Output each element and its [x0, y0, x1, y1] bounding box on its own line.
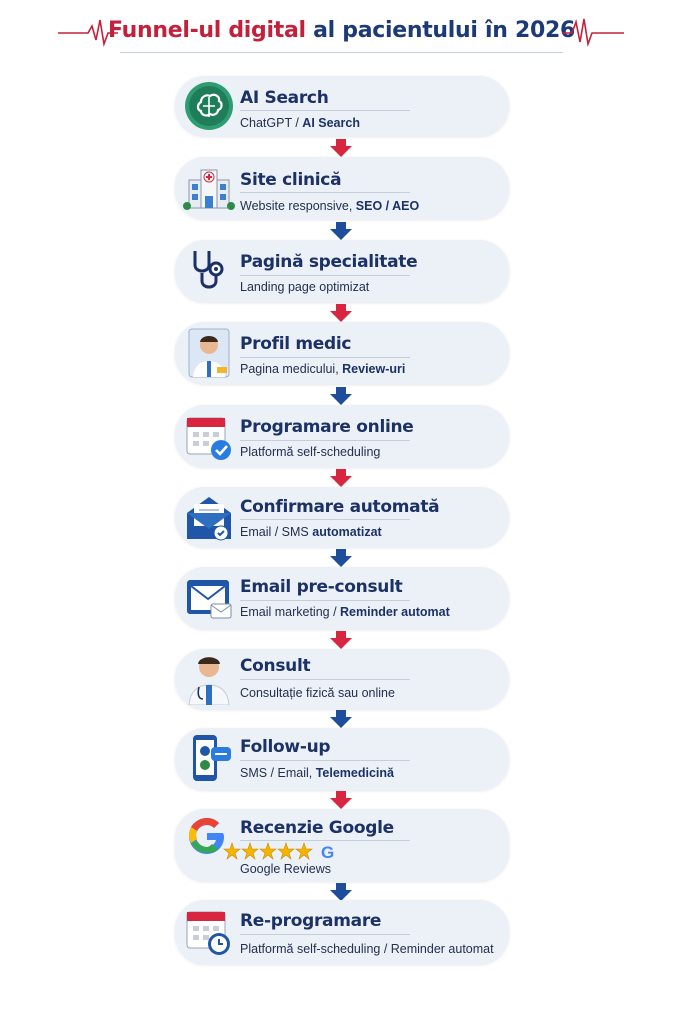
step-follow-up	[175, 728, 509, 790]
step-subtitle: Pagina medicului, Review-uri	[240, 362, 406, 376]
divider	[240, 600, 410, 601]
step-title: Follow-up	[240, 737, 331, 757]
step-recenzie-google	[175, 809, 509, 881]
calendar-check-icon	[183, 410, 235, 462]
step-programare-online	[175, 405, 509, 467]
step-pagina-specialitate	[175, 240, 509, 302]
step-confirmare-automata	[175, 487, 509, 547]
divider	[240, 275, 410, 276]
step-subtitle: Email marketing / Reminder automat	[240, 605, 450, 619]
step-title: Site clinică	[240, 170, 342, 190]
svg-text:G: G	[321, 843, 335, 860]
divider	[240, 679, 410, 680]
step-title: Email pre-consult	[240, 577, 403, 597]
doctor-icon	[183, 653, 235, 705]
step-title: Consult	[240, 656, 311, 676]
step-site-clinica	[175, 157, 509, 219]
ekg-right-icon	[562, 16, 624, 48]
email-icon	[183, 572, 235, 624]
title-divider	[120, 52, 563, 53]
five-stars-icon	[223, 842, 339, 860]
arrow-down-icon	[330, 549, 352, 567]
arrow-down-icon	[330, 139, 352, 157]
arrow-down-icon	[330, 710, 352, 728]
step-title: Recenzie Google	[240, 818, 394, 838]
step-title: Profil medic	[240, 334, 352, 354]
step-subtitle: Landing page optimizat	[240, 280, 370, 294]
step-title: AI Search	[240, 88, 329, 108]
step-subtitle: SMS / Email, Telemedicină	[240, 766, 394, 780]
step-ai-search	[175, 76, 509, 136]
doctor-profile-icon	[183, 327, 235, 379]
arrow-down-icon	[330, 631, 352, 649]
arrow-down-icon	[330, 222, 352, 240]
stethoscope-icon	[183, 245, 235, 297]
arrow-down-icon	[330, 304, 352, 322]
step-subtitle: Consultație fizică sau online	[240, 686, 395, 700]
step-re-programare	[175, 900, 509, 964]
divider	[240, 192, 410, 193]
step-subtitle: Email / SMS automatizat	[240, 525, 382, 539]
step-profil-medic	[175, 322, 509, 384]
arrow-down-icon	[330, 883, 352, 901]
title-rest: al pacientului în 2026	[313, 18, 575, 43]
step-subtitle: Platformă self-scheduling / Reminder automat	[240, 942, 494, 956]
divider	[240, 357, 410, 358]
divider	[240, 934, 410, 935]
phone-chat-icon	[183, 733, 235, 785]
step-title: Confirmare automată	[240, 497, 440, 517]
step-title: Pagină specialitate	[240, 252, 418, 272]
step-title: Programare online	[240, 417, 414, 437]
brain-icon	[183, 80, 235, 132]
step-subtitle: Google Reviews	[240, 862, 332, 876]
step-consult	[175, 649, 509, 709]
arrow-down-icon	[330, 469, 352, 487]
envelope-check-icon	[183, 491, 235, 543]
calendar-clock-icon	[183, 906, 235, 958]
hospital-icon	[183, 162, 235, 214]
step-email-pre-consult	[175, 567, 509, 629]
step-title: Re-programare	[240, 911, 382, 931]
divider	[240, 440, 410, 441]
divider	[240, 519, 410, 520]
header	[0, 0, 683, 60]
arrow-down-icon	[330, 791, 352, 809]
title-highlight: Funnel-ul digital	[107, 18, 306, 43]
divider	[240, 760, 410, 761]
divider	[240, 110, 410, 111]
step-subtitle: Platformă self-scheduling	[240, 445, 381, 459]
divider	[240, 840, 410, 841]
arrow-down-icon	[330, 387, 352, 405]
step-subtitle: Website responsive, SEO / AEO	[240, 199, 420, 213]
step-subtitle: ChatGPT / AI Search	[240, 116, 360, 130]
